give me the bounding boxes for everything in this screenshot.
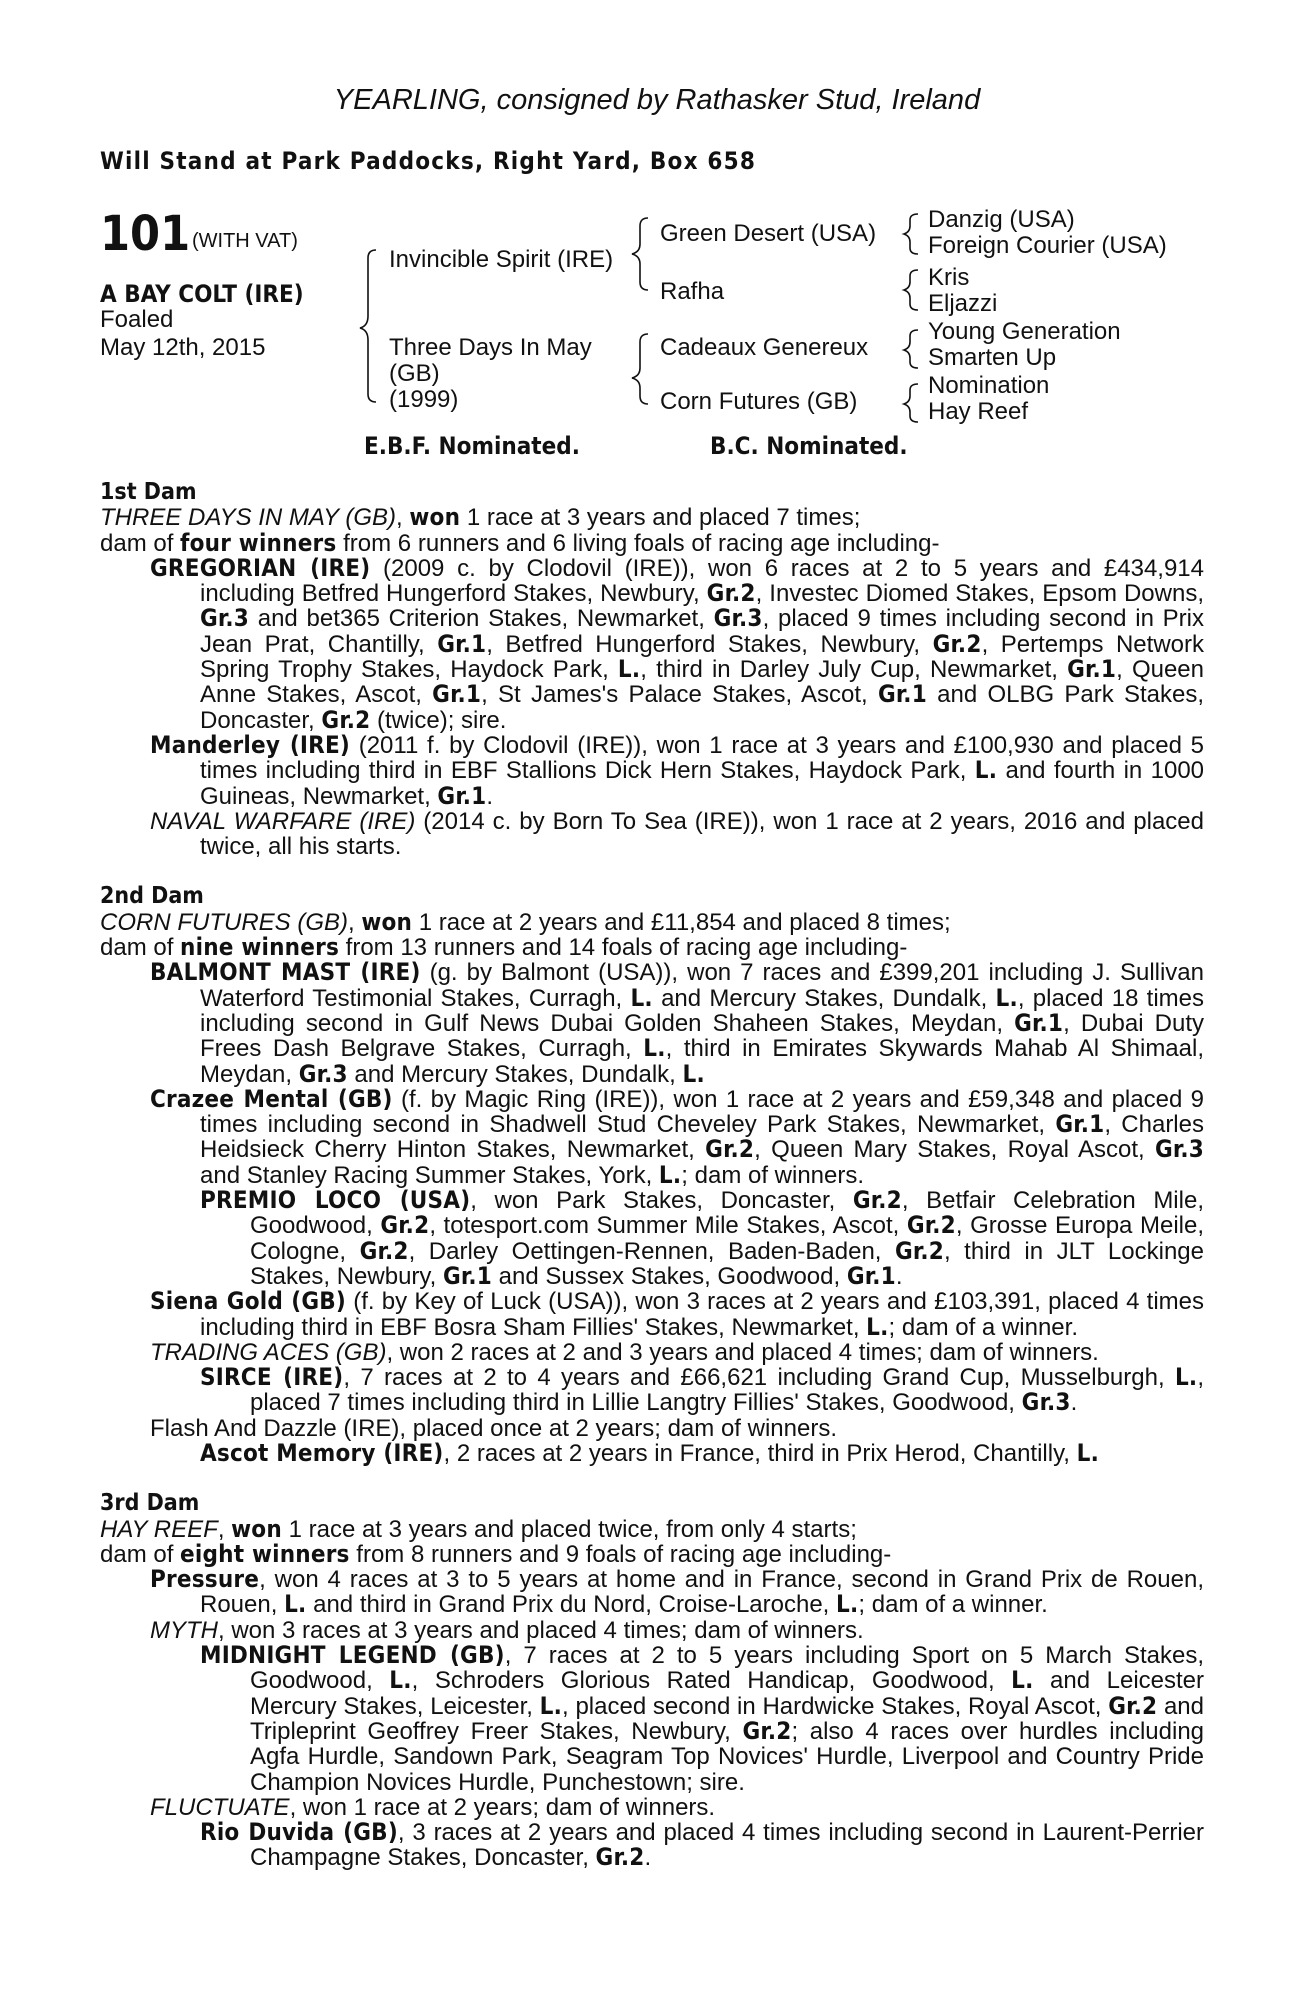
produce-entry: Flash And Dazzle (IRE), placed once at 2 years; dam of winners. [150, 1414, 837, 1442]
sire: Invincible Spirit (IRE) [389, 246, 614, 273]
lot-title: A BAY COLT (IRE) [100, 280, 304, 308]
produce-entry: Crazee Mental (GB) (f. by Magic Ring (IRE)), won 1 race at 2 years and £59,348 and placed 9 times including second in Shadwell Stud Cheveley Park Stakes, Newmarket, Gr.1, Charles Heidsieck Cherry Hinton Stakes, Newmarket, Gr.2, Queen Mary Stakes, Royal Ascot, Gr.3 and Stanley Racing Summer Stakes, York, L.; dam of winners. [150, 1084, 1204, 1189]
ebf-nominated: E.B.F. Nominated. [364, 432, 580, 460]
gsire-6: Smarten Up [928, 344, 1057, 371]
section-heading-2nd-dam: 2nd Dam [100, 883, 204, 910]
bc-nominated: B.C. Nominated. [710, 432, 908, 460]
produce-entry: Pressure, won 4 races at 3 to 5 years at home and in France, second in Grand Prix de Rouen, Rouen, L. and third in Grand Prix du Nord, Croise-Laroche, L.; dam of a winner. [150, 1565, 1204, 1619]
dam3-produce-summary: dam of eight winners from 8 runners and 9 foals of racing age including- [100, 1539, 892, 1568]
section-heading-3rd-dam: 3rd Dam [100, 1490, 200, 1517]
gsire-5: Young Generation [928, 318, 1121, 345]
produce-record [100, 480, 1204, 1871]
gsire-2: Foreign Courier (USA) [928, 232, 1167, 259]
consignment-line: YEARLING, consigned by Rathasker Stud, Ireland [333, 84, 981, 116]
produce-entry: GREGORIAN (IRE) (2009 c. by Clodovil (IRE)), won 6 races at 2 to 5 years and £434,914 including Betfred Hungerford Stakes, Newbury, Gr.2, Investec Diomed Stakes, Epsom Downs, Gr.3 and bet365 Criterion Stakes, Newmarket, Gr.3, placed 9 times including second in Prix Jean Prat, Chantilly, Gr.1, Betfred Hungerford Stakes, Newbury, Gr.2, Pertemps Network Spring Trophy Stakes, Haydock Park, L., third in Darley July Cup, Newmarket, Gr.1, Queen Anne Stakes, Ascot, Gr.1, St James's Palace Stakes, Ascot, Gr.1 and OLBG Park Stakes, Doncaster, Gr.2 (twice); sire. [150, 553, 1205, 734]
produce-entry: TRADING ACES (GB), won 2 races at 2 and 3 years and placed 4 times; dam of winners. [150, 1338, 1099, 1366]
sire-sire: Green Desert (USA) [660, 220, 877, 247]
foaled-date: May 12th, 2015 [100, 334, 266, 361]
dam-name-line1: Three Days In May [389, 334, 592, 361]
produce-entry: MIDNIGHT LEGEND (GB), 7 races at 2 to 5 years including Sport on 5 March Stakes, Goodwood, L., Schroders Glorious Rated Handicap, Goodwood, L. and Leicester Mercury Stakes, Leicester, L., placed second in Hardwicke Stakes, Royal Ascot, Gr.2 and Tripleprint Geoffrey Freer Stakes, Newbury, Gr.2; also 4 races over hurdles including Agfa Hurdle, Sandown Park, Seagram Top Novices' Hurdle, Liverpool and Country Pride Champion Novices Hurdle, Punchestown; sire. [200, 1641, 1205, 1796]
produce-entry: SIRCE (IRE), 7 races at 2 to 4 years and £66,621 including Grand Cup, Musselburgh, L., placed 7 times including third in Lillie Langtry Fillies' Stakes, Goodwood, Gr.3. [200, 1363, 1205, 1417]
sire-dam: Rafha [660, 278, 725, 305]
produce-entry: Manderley (IRE) (2011 f. by Clodovil (IRE)), won 1 race at 3 years and £100,930 and placed 5 times including third in EBF Stallions Dick Hern Stakes, Haydock Park, L. and fourth in 1000 Guineas, Newmarket, Gr.1. [150, 730, 1205, 810]
produce-entry: Rio Duvida (GB), 3 races at 2 years and placed 4 times including second in Laurent-Perrier Champagne Stakes, Doncaster, Gr.2. [200, 1818, 1204, 1872]
dam-name-line3: (1999) [389, 386, 459, 413]
gsire-3: Kris [928, 264, 970, 291]
produce-entry: NAVAL WARFARE (IRE) (2014 c. by Born To Sea (IRE)), won 1 race at 2 years, 2016 and placed twice, all his starts. [150, 807, 1204, 861]
dam1-produce-summary: dam of four winners from 6 runners and 6 living foals of racing age including- [100, 528, 940, 557]
vat-note: (WITH VAT) [192, 230, 298, 252]
dam-sire: Cadeaux Genereux [660, 334, 869, 361]
section-heading-1st-dam: 1st Dam [100, 479, 197, 505]
dam1-record: THREE DAYS IN MAY (GB), won 1 race at 3 years and placed 7 times; [100, 503, 861, 532]
dam-name-line2: (GB) [389, 360, 440, 387]
produce-entry: PREMIO LOCO (USA), won Park Stakes, Doncaster, Gr.2, Betfair Celebration Mile, Goodwood, Gr.2, totesport.com Summer Mile Stakes, Ascot, Gr.2, Grosse Europa Meile, Cologne, Gr.2, Darley Oettingen-Rennen, Baden-Baden, Gr.2, third in JLT Lockinge Stakes, Newbury, Gr.1 and Sussex Stakes, Goodwood, Gr.1. [200, 1186, 1204, 1290]
gsire-8: Hay Reef [928, 398, 1029, 425]
produce-entry: MYTH, won 3 races at 3 years and placed 4 times; dam of winners. [150, 1616, 864, 1644]
pedigree-brackets [0, 0, 1314, 460]
produce-entry: Siena Gold (GB) (f. by Key of Luck (USA)), won 3 races at 2 years and £103,391, placed 4 times including third in EBF Bosra Sham Fillies' Stakes, Newmarket, L.; dam of a winner. [150, 1287, 1204, 1341]
gsire-4: Eljazzi [928, 290, 998, 317]
gsire-7: Nomination [928, 372, 1050, 399]
dam-dam: Corn Futures (GB) [660, 388, 858, 415]
dam2-record: CORN FUTURES (GB), won 1 race at 2 years and £11,854 and placed 8 times; [100, 907, 951, 936]
dam2-produce-summary: dam of nine winners from 13 runners and 14 foals of racing age including- [100, 933, 908, 962]
produce-entry: FLUCTUATE, won 1 race at 2 years; dam of winners. [150, 1793, 716, 1821]
stand-location: Will Stand at Park Paddocks, Right Yard, Box 658 [100, 147, 757, 175]
lot-number: 101 [100, 206, 191, 262]
produce-entry: BALMONT MAST (IRE) (g. by Balmont (USA)), won 7 races and £399,201 including J. Sullivan Waterford Testimonial Stakes, Curragh, L. and Mercury Stakes, Dundalk, L., placed 18 times including second in Gulf News Dubai Golden Shaheen Stakes, Meydan, Gr.1, Dubai Duty Frees Dash Belgrave Stakes, Curragh, L., third in Emirates Skywards Mahab Al Shimaal, Meydan, Gr.3 and Mercury Stakes, Dundalk, L. [150, 958, 1205, 1088]
produce-entry: Ascot Memory (IRE), 2 races at 2 years in France, third in Prix Herod, Chantilly, L. [200, 1438, 1100, 1467]
gsire-1: Danzig (USA) [928, 206, 1075, 233]
foaled-label: Foaled [100, 306, 174, 333]
dam3-record: HAY REEF, won 1 race at 3 years and placed twice, from only 4 starts; [100, 1514, 857, 1543]
